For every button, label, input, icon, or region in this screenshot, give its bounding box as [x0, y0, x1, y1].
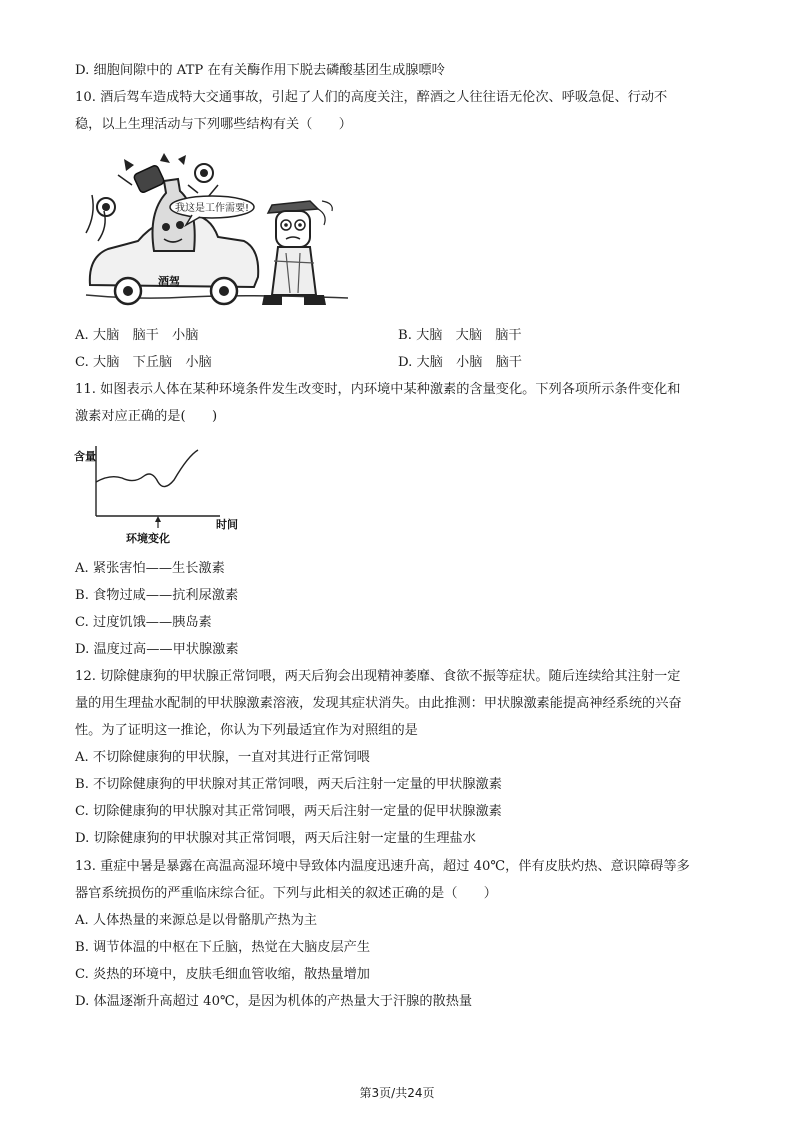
q12-stem-line2: 量的用生理盐水配制的甲状腺激素溶液，发现其症状消失。由此推测：甲状腺激素能提高神经系统的兴奋: [75, 696, 682, 711]
q11-option-c: C. 过度饥饿——胰岛素: [75, 615, 212, 630]
car-label: 酒驾: [158, 275, 180, 288]
q12-stem-line3: 性。为了证明这一推论，你认为下列最适宜作为对照组的是: [75, 723, 418, 738]
q13-stem-line1: 13. 重症中暑是暴露在高温高湿环境中导致体内温度迅速升高，超过 40℃，伴有皮肤灼热、意识障碍等多: [75, 859, 690, 874]
q9-option-d: D. 细胞间隙中的 ATP 在有关酶作用下脱去磷酸基团生成腺嘌呤: [75, 63, 445, 78]
q12-option-b: B. 不切除健康狗的甲状腺对其正常饲喂，两天后注射一定量的甲状腺激素: [75, 777, 502, 792]
q10-option-a: A. 大脑 脑干 小脑: [75, 328, 199, 343]
y-axis-label: 含量: [74, 450, 96, 463]
q10-stem-line1: 10. 酒后驾车造成特大交通事故，引起了人们的高度关注，醉酒之人往往语无伦次、呼吸急促、行动不: [75, 90, 668, 105]
q12-option-a: A. 不切除健康狗的甲状腺，一直对其进行正常饲喂: [75, 750, 370, 765]
event-label: 环境变化: [126, 532, 170, 545]
q11-option-d: D. 温度过高——甲状腺激素: [75, 642, 239, 657]
q13-option-d: D. 体温逐渐升高超过 40℃，是因为机体的产热量大于汗腺的散热量: [75, 994, 473, 1009]
q13-stem-line2: 器官系统损伤的严重临床综合征。下列与此相关的叙述正确的是（ ）: [75, 886, 497, 901]
q13-option-c: C. 炎热的环境中，皮肤毛细血管收缩，散热量增加: [75, 967, 370, 982]
page-footer: 第3页/共24页: [359, 1086, 435, 1100]
q10-option-c: C. 大脑 下丘脑 小脑: [75, 355, 212, 370]
x-axis-label: 时间: [216, 518, 238, 531]
q11-stem-line1: 11. 如图表示人体在某种环境条件发生改变时，内环境中某种激素的含量变化。下列各项所示条件变化和: [75, 382, 681, 397]
q10-option-b: B. 大脑 大脑 脑干: [398, 328, 522, 343]
q11-stem-line2: 激素对应正确的是( ): [75, 409, 218, 424]
drunk-driving-cartoon: [78, 145, 354, 315]
q13-option-a: A. 人体热量的来源总是以骨骼肌产热为主: [75, 913, 318, 928]
q10-stem-line2: 稳，以上生理活动与下列哪些结构有关（ ）: [75, 117, 352, 132]
q11-option-b: B. 食物过咸——抗利尿激素: [75, 588, 239, 603]
q12-option-c: C. 切除健康狗的甲状腺对其正常饲喂，两天后注射一定量的促甲状腺激素: [75, 804, 502, 819]
q10-option-d: D. 大脑 小脑 脑干: [398, 355, 522, 370]
q13-option-b: B. 调节体温的中枢在下丘脑，热觉在大脑皮层产生: [75, 940, 371, 955]
q11-option-a: A. 紧张害怕——生长激素: [75, 561, 225, 576]
hormone-graph: [70, 440, 250, 550]
content-curve: [96, 450, 198, 487]
speech-bubble-text: 我这是工作需要!: [174, 203, 250, 214]
q12-stem-line1: 12. 切除健康狗的甲状腺正常饲喂，两天后狗会出现精神萎靡、食欲不振等症状。随后连续给其注射一定: [75, 669, 681, 684]
q12-option-d: D. 切除健康狗的甲状腺对其正常饲喂，两天后注射一定量的生理盐水: [75, 831, 476, 846]
